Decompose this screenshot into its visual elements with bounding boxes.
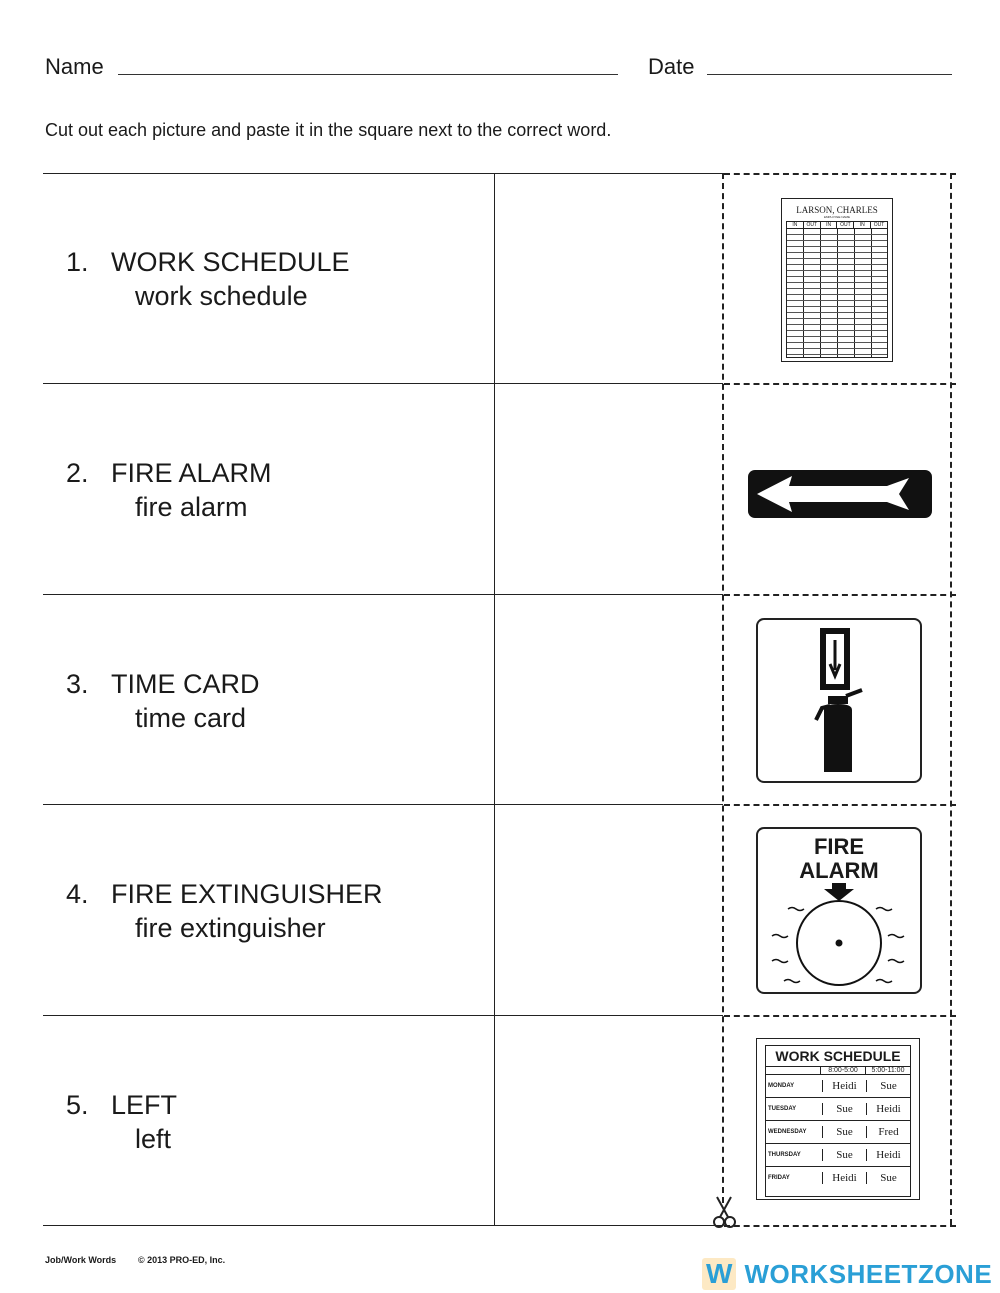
paste-box-3[interactable] xyxy=(496,596,720,802)
item-5 xyxy=(66,1090,177,1121)
schedule-day: THURSDAY xyxy=(768,1152,801,1158)
item-word-upper: FIRE ALARM xyxy=(110,458,272,488)
time-card-col: IN xyxy=(787,222,804,228)
item-word-upper: WORK SCHEDULE xyxy=(110,247,350,277)
schedule-row xyxy=(766,1074,910,1097)
item-word-upper: FIRE EXTINGUISHER xyxy=(110,879,383,909)
item-word-lower: fire extinguisher xyxy=(135,913,326,943)
item-word-lower: work schedule xyxy=(135,281,308,311)
schedule-cell: Sue xyxy=(822,1126,866,1138)
schedule-row xyxy=(766,1143,910,1166)
schedule-row xyxy=(766,1166,910,1189)
grid-line xyxy=(43,804,723,805)
item-word-lower: left xyxy=(135,1124,172,1154)
time-card-name: LARSON, CHARLES xyxy=(796,205,878,215)
item-1 xyxy=(66,247,350,278)
grid-line xyxy=(43,383,723,384)
time-card-picture[interactable] xyxy=(781,198,893,362)
fire-alarm-sign-picture[interactable] xyxy=(756,827,922,994)
date-field[interactable] xyxy=(707,74,952,75)
grid-divider xyxy=(494,173,495,1226)
bell-icon xyxy=(758,881,920,991)
fire-extinguisher-icon xyxy=(758,620,920,781)
paste-box-4[interactable] xyxy=(496,806,720,1013)
cut-line xyxy=(722,173,724,1203)
paste-box-1[interactable] xyxy=(496,175,720,381)
schedule-day: MONDAY xyxy=(768,1083,795,1089)
date-label: Date xyxy=(648,54,695,79)
left-arrow-sign-picture[interactable] xyxy=(747,469,933,519)
fire-alarm-line2: ALARM xyxy=(799,858,879,883)
schedule-cell: Sue xyxy=(822,1103,866,1115)
item-2 xyxy=(66,458,272,489)
schedule-shift: 5:00-11:00 xyxy=(865,1067,910,1074)
schedule-cell: Sue xyxy=(866,1172,910,1184)
schedule-cell: Sue xyxy=(822,1149,866,1161)
schedule-day: FRIDAY xyxy=(768,1175,790,1181)
schedule-shift: 8:00-5:00 xyxy=(820,1067,865,1074)
fire-extinguisher-sign-picture[interactable] xyxy=(756,618,922,783)
schedule-title: WORK SCHEDULE xyxy=(775,1048,901,1064)
cut-line xyxy=(724,173,956,175)
name-field[interactable] xyxy=(118,74,618,75)
item-number: 2. xyxy=(66,458,89,488)
time-card-col: IN xyxy=(821,222,838,228)
instructions: Cut out each picture and paste it in the square next to the correct word. xyxy=(45,120,612,140)
time-card-sub: EMPLOYEE NAME xyxy=(823,215,850,219)
schedule-cell: Fred xyxy=(866,1126,910,1138)
worksheetzone-logo[interactable] xyxy=(702,1258,992,1290)
time-card-col: OUT xyxy=(873,222,885,228)
logo-mark-icon: W xyxy=(702,1258,736,1290)
item-word-upper: LEFT xyxy=(110,1090,177,1120)
schedule-cell: Sue xyxy=(866,1080,910,1092)
time-card-col: OUT xyxy=(837,222,854,228)
item-word-lower: fire alarm xyxy=(135,492,248,522)
paste-box-5[interactable] xyxy=(496,1017,720,1223)
footer-copyright: © 2013 PRO-ED, Inc. xyxy=(138,1255,226,1265)
cut-line xyxy=(724,1225,956,1227)
schedule-cell: Heidi xyxy=(822,1080,866,1092)
cut-line xyxy=(724,594,956,596)
grid-line xyxy=(43,594,723,595)
item-word-upper: TIME CARD xyxy=(110,669,260,699)
item-word-lower: time card xyxy=(135,703,247,733)
item-number: 4. xyxy=(66,879,89,909)
schedule-day: TUESDAY xyxy=(768,1106,797,1112)
item-4 xyxy=(66,879,383,910)
fire-alarm-line1: FIRE xyxy=(813,834,865,859)
cut-line xyxy=(724,383,956,385)
item-number: 1. xyxy=(66,247,89,277)
schedule-cell: Heidi xyxy=(822,1172,866,1184)
item-number: 5. xyxy=(66,1090,89,1120)
cut-line xyxy=(724,804,956,806)
schedule-cell: Heidi xyxy=(866,1103,910,1115)
cut-line xyxy=(724,1015,956,1017)
schedule-cell: Heidi xyxy=(866,1149,910,1161)
brand-name: WORKSHEETZONE xyxy=(744,1258,993,1289)
name-label: Name xyxy=(45,54,104,79)
grid-line xyxy=(43,1225,723,1226)
time-card-grid xyxy=(786,229,888,358)
schedule-day: WEDNESDAY xyxy=(768,1129,807,1135)
time-card-header xyxy=(786,221,888,229)
item-3 xyxy=(66,669,259,700)
cut-line xyxy=(950,173,952,1225)
grid-line xyxy=(43,173,723,174)
schedule-row xyxy=(766,1120,910,1143)
work-schedule-picture[interactable] xyxy=(756,1038,920,1200)
paste-box-2[interactable] xyxy=(496,385,720,592)
item-number: 3. xyxy=(66,669,89,699)
time-card-col: IN xyxy=(854,222,871,228)
footer-book-title: Job/Work Words xyxy=(45,1255,117,1265)
schedule-row xyxy=(766,1097,910,1120)
grid-line xyxy=(43,1015,723,1016)
time-card-col: OUT xyxy=(804,222,821,228)
